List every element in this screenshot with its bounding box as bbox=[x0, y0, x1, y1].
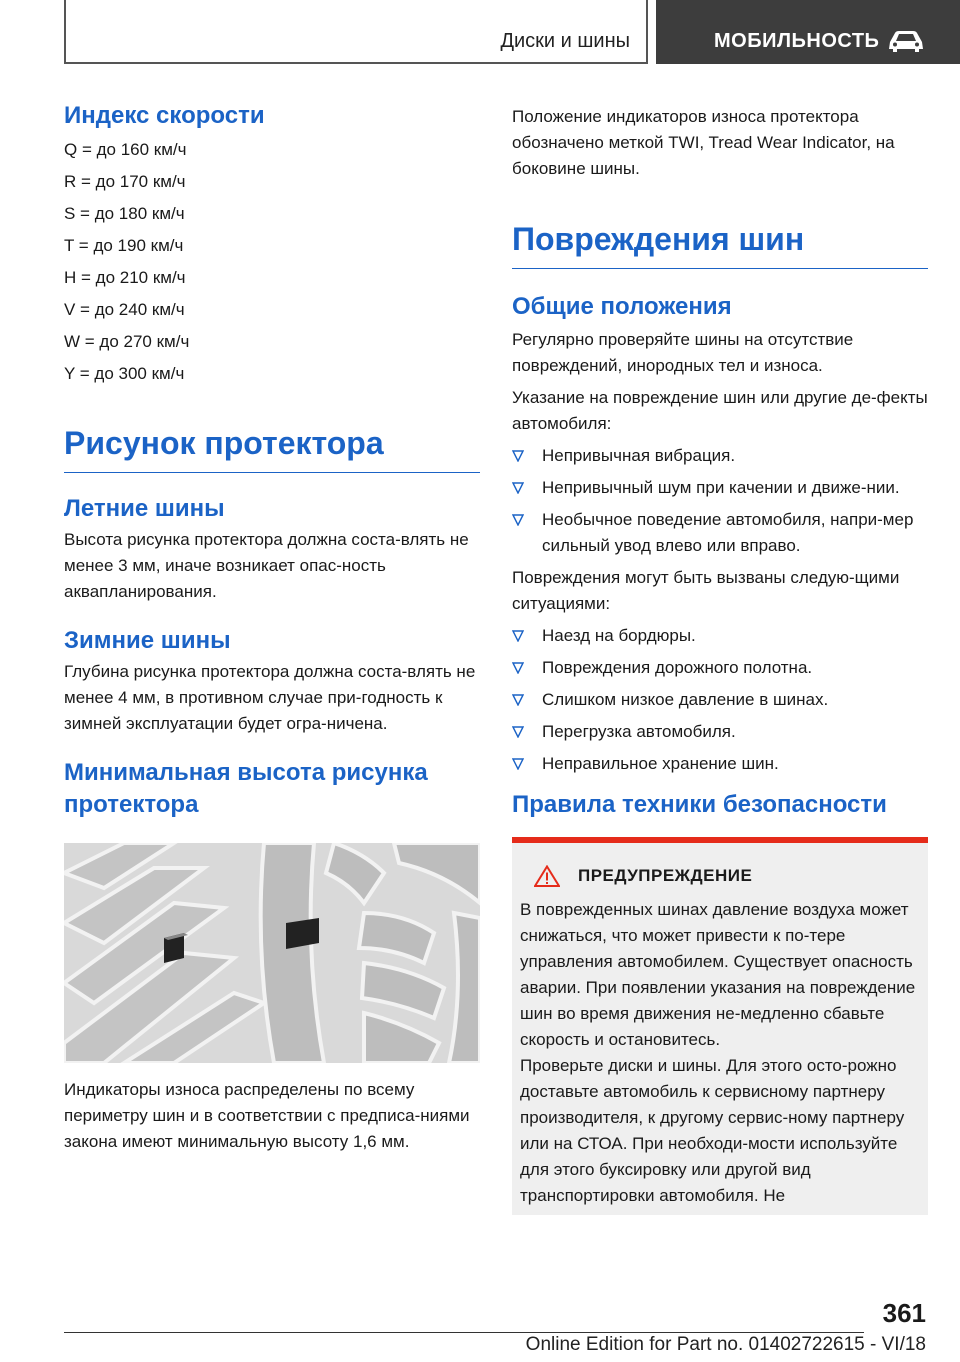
triangle-bullet-icon bbox=[512, 726, 524, 738]
winter-tires-heading: Зимние шины bbox=[64, 627, 231, 654]
edition-text: Online Edition for Part no. 01402722615 - VI/18 bbox=[525, 1334, 926, 1355]
causes-list bbox=[512, 623, 928, 777]
tire-tread-image bbox=[64, 843, 480, 1063]
list-item: Необычное поведение автомобиля, напри-мер сильный увод влево или вправо. bbox=[512, 507, 928, 559]
header-chapter-box bbox=[656, 0, 960, 64]
car-icon bbox=[886, 28, 926, 54]
min-tread-heading: Минимальная высота рисунка протектора bbox=[64, 759, 428, 818]
speed-list bbox=[64, 134, 480, 390]
triangle-bullet-icon bbox=[512, 662, 524, 674]
warning-triangle-icon bbox=[534, 865, 560, 887]
right-column bbox=[512, 100, 928, 1215]
list-item: Слишком низкое давление в шинах. bbox=[512, 687, 928, 713]
warning-text: Проверьте диски и шины. Для этого осто-рожно доставьте автомобиль к сервисному партнеру производителя, к другому сервис-ному партнеру или на СТОА. При необходи-мости используйте для этого буксировку или другой вид транспортировки автомобиля. Не bbox=[520, 1056, 905, 1205]
speed-item: V = до 240 км/ч bbox=[64, 300, 185, 319]
triangle-bullet-icon bbox=[512, 482, 524, 494]
safety-heading: Правила техники безопасности bbox=[512, 791, 887, 818]
speed-item: R = до 170 км/ч bbox=[64, 172, 186, 191]
causes-intro: Повреждения могут быть вызваны следую-щими ситуациями: bbox=[512, 568, 900, 613]
list-item: Непривычный шум при качении и движе-нии. bbox=[512, 475, 928, 501]
header-section-box bbox=[64, 0, 648, 64]
general-heading: Общие положения bbox=[512, 293, 732, 320]
chapter-title: МОБИЛЬНОСТЬ bbox=[714, 30, 880, 52]
tread-pattern-heading: Рисунок протектора bbox=[64, 424, 480, 473]
speed-index-heading: Индекс скорости bbox=[64, 102, 265, 129]
tire-damage-heading: Повреждения шин bbox=[512, 220, 928, 269]
triangle-bullet-icon bbox=[512, 694, 524, 706]
summer-tires-heading: Летние шины bbox=[64, 495, 225, 522]
general-text: Регулярно проверяйте шины на отсутствие повреждений, инородных тел и износа. bbox=[512, 330, 854, 375]
list-item: Наезд на бордюры. bbox=[512, 623, 928, 649]
summer-tires-text: Высота рисунка протектора должна соста-влять не менее 3 мм, иначе возникает опас-ность аквапланирования. bbox=[64, 530, 469, 601]
triangle-bullet-icon bbox=[512, 450, 524, 462]
page-number: 361 bbox=[882, 1298, 926, 1328]
footer-divider bbox=[64, 1332, 864, 1333]
list-item: Перегрузка автомобиля. bbox=[512, 719, 928, 745]
left-column bbox=[64, 100, 480, 1155]
section-title: Диски и шины bbox=[500, 30, 630, 52]
list-item: Неправильное хранение шин. bbox=[512, 751, 928, 777]
twi-text: Положение индикаторов износа протектора обозначено меткой TWI, Tread Wear Indicator, на боковине шины. bbox=[512, 107, 895, 178]
warning-text: В поврежденных шинах давление воздуха может снижаться, что может привести к по-тере управления автомобилем. Существует опасность аварии. При появлении указания на повреждение шин во время движения не-медленно сбавьте скорость и остановитесь. bbox=[520, 900, 916, 1049]
signs-intro: Указание на повреждение шин или другие де-фекты автомобиля: bbox=[512, 388, 928, 433]
speed-item: Y = до 300 км/ч bbox=[64, 364, 185, 383]
wear-indicator-caption: Индикаторы износа распределены по всему периметру шин и в соответствии с предписа-ниями закона имеют минимальную высоту 1,6 мм. bbox=[64, 1080, 470, 1151]
speed-item: T = до 190 км/ч bbox=[64, 236, 184, 255]
warning-box bbox=[512, 837, 928, 1215]
triangle-bullet-icon bbox=[512, 758, 524, 770]
triangle-bullet-icon bbox=[512, 630, 524, 642]
warning-header bbox=[520, 865, 920, 887]
speed-item: H = до 210 км/ч bbox=[64, 268, 186, 287]
speed-item: W = до 270 км/ч bbox=[64, 332, 190, 351]
speed-item: Q = до 160 км/ч bbox=[64, 140, 187, 159]
winter-tires-text: Глубина рисунка протектора должна соста-влять не менее 4 мм, в противном случае при-годность к зимней эксплуатации будет огра-ничена. bbox=[64, 662, 476, 733]
speed-item: S = до 180 км/ч bbox=[64, 204, 185, 223]
list-item: Непривычная вибрация. bbox=[512, 443, 928, 469]
triangle-bullet-icon bbox=[512, 514, 524, 526]
list-item: Повреждения дорожного полотна. bbox=[512, 655, 928, 681]
signs-list bbox=[512, 443, 928, 559]
warning-title: ПРЕДУПРЕЖДЕНИЕ bbox=[578, 866, 753, 885]
